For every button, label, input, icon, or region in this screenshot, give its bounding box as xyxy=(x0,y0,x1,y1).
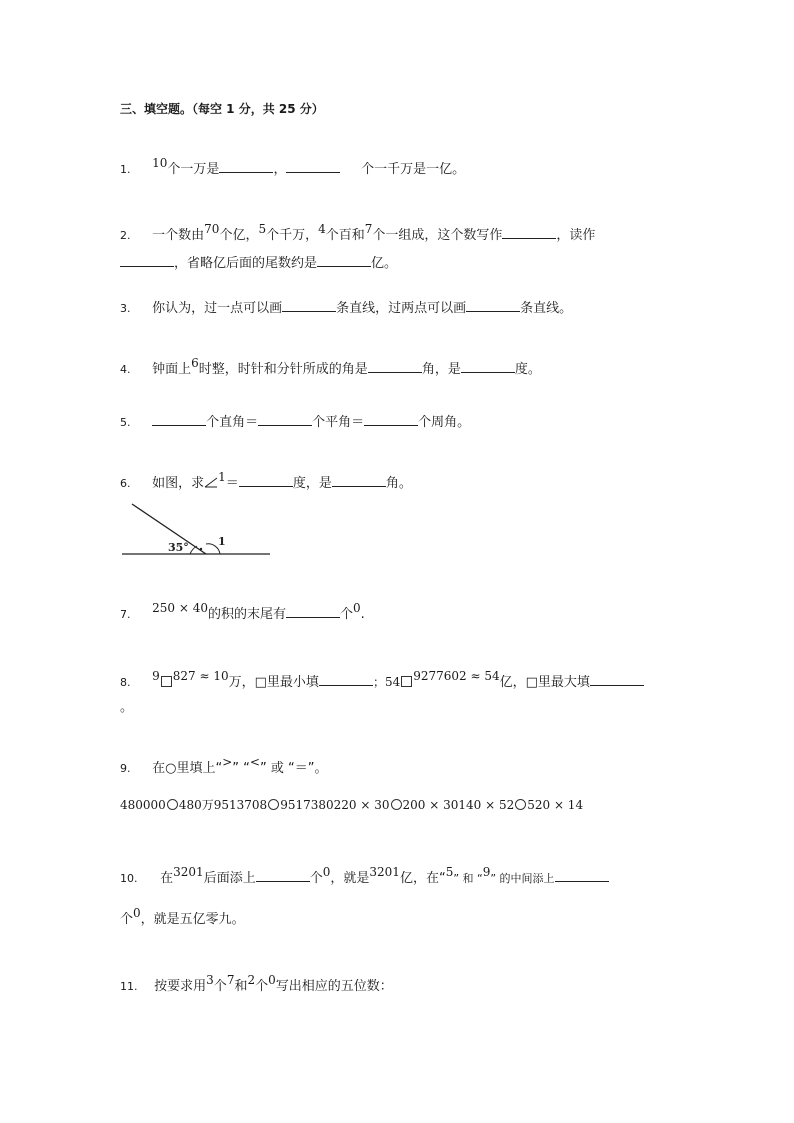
math-value: 4 xyxy=(318,222,326,236)
question-text: 写出相应的五位数： xyxy=(275,979,393,994)
question-text: ；54 xyxy=(372,675,401,689)
fill-box[interactable] xyxy=(401,676,412,687)
answer-blank[interactable] xyxy=(286,605,340,618)
answer-blank[interactable] xyxy=(319,673,373,686)
compare-circle[interactable] xyxy=(167,799,178,810)
question-10-cont xyxy=(120,906,245,929)
answer-blank[interactable] xyxy=(219,160,273,173)
math-value: 9 xyxy=(482,865,491,879)
answer-blank[interactable] xyxy=(364,413,418,426)
question-number: 6. xyxy=(120,477,131,490)
question-text: . xyxy=(360,607,365,622)
answer-blank[interactable] xyxy=(466,299,520,312)
question-text: 你认为，过一点可以画 xyxy=(152,301,283,316)
question-number: 2. xyxy=(120,229,131,242)
question-text: 角，是 xyxy=(421,362,461,377)
question-text: ， xyxy=(273,162,287,177)
question-text: ＝ xyxy=(225,476,239,491)
question-3 xyxy=(120,299,572,318)
question-text: 个一组成，这个数写作 xyxy=(372,228,503,243)
math-value: 70 xyxy=(204,222,220,236)
question-text: 个亿， xyxy=(219,228,259,243)
question-text: 和 xyxy=(234,979,248,994)
math-value: 6 xyxy=(191,356,199,370)
question-text: 如图，求 xyxy=(152,476,205,491)
answer-blank[interactable] xyxy=(282,299,336,312)
question-text: 按要求用 xyxy=(154,979,207,994)
compare-value: 480000 xyxy=(120,798,166,812)
figure-dot xyxy=(200,548,202,550)
question-text: 万，□里最小填 xyxy=(228,675,319,690)
question-text: 后面添上 xyxy=(203,871,256,886)
question-text: ” 的中间添上 xyxy=(490,872,555,885)
question-8-cont xyxy=(120,699,133,717)
question-text: 个直角＝ xyxy=(206,415,259,430)
question-text: 个平角＝ xyxy=(312,415,365,430)
answer-blank[interactable] xyxy=(555,869,609,882)
math-value: 7 xyxy=(364,222,373,236)
figure-arc-small xyxy=(190,546,197,554)
question-text: 个周角。 xyxy=(418,415,471,430)
question-number: 3. xyxy=(120,302,131,315)
question-text: 亿，□里最大填 xyxy=(499,675,590,690)
math-value: 1 xyxy=(218,470,226,484)
math-value: 0 xyxy=(322,865,331,879)
question-text: ，省略亿后面的尾数约是 xyxy=(174,256,318,271)
question-text: 一个数由 xyxy=(152,228,205,243)
question-text: 个 xyxy=(120,912,134,927)
math-value: 7 xyxy=(226,973,235,987)
question-text: ” 或 “＝”。 xyxy=(259,761,328,776)
question-text: 个 xyxy=(309,871,323,886)
question-text: 个一万是 xyxy=(167,162,220,177)
compare-value: 万 xyxy=(201,798,214,812)
compare-circle[interactable] xyxy=(268,799,279,810)
compare-value: 200 × 30 xyxy=(402,798,459,812)
question-number: 11. xyxy=(120,980,138,993)
angle-figure xyxy=(118,500,278,560)
question-text: ” 和 “ xyxy=(453,872,483,885)
question-number: 4. xyxy=(120,363,131,376)
angle-symbol-icon xyxy=(204,475,218,493)
answer-blank[interactable] xyxy=(590,673,644,686)
question-8 xyxy=(120,669,644,692)
question-number: 5. xyxy=(120,416,131,429)
math-symbol: < xyxy=(249,755,260,769)
question-text: 。 xyxy=(120,700,134,715)
answer-blank[interactable] xyxy=(120,254,174,267)
question-text: 个千万， xyxy=(266,228,319,243)
question-text: 个一千万是一亿。 xyxy=(361,162,466,177)
math-value: 9 xyxy=(152,669,160,683)
question-text: ，就是五亿零九。 xyxy=(140,912,245,927)
question-10 xyxy=(120,865,609,888)
answer-blank[interactable] xyxy=(332,474,386,487)
compare-value: 0220 × 30 xyxy=(326,798,390,812)
question-text: 亿，在“ xyxy=(399,871,446,886)
fill-box[interactable] xyxy=(161,676,172,687)
question-text: 钟面上 xyxy=(152,362,192,377)
figure-angle-label: 35° xyxy=(168,541,189,554)
answer-blank[interactable] xyxy=(461,360,515,373)
math-value: 3 xyxy=(206,973,214,987)
math-value: 2 xyxy=(247,973,256,987)
math-value: 3201 xyxy=(369,865,400,879)
question-text: 角。 xyxy=(385,476,412,491)
question-1 xyxy=(120,156,466,179)
question-text: 个百和 xyxy=(325,228,365,243)
math-value: 0 xyxy=(353,601,361,615)
math-value: 5 xyxy=(445,865,454,879)
question-text: ，读作 xyxy=(556,228,596,243)
math-value: 0 xyxy=(133,906,141,920)
question-9 xyxy=(120,755,328,778)
math-symbol: > xyxy=(222,755,233,769)
question-6 xyxy=(120,470,412,493)
question-text: 个 xyxy=(213,979,227,994)
answer-blank[interactable] xyxy=(502,226,556,239)
question-11 xyxy=(120,973,393,996)
math-expression: 250 × 40 xyxy=(152,601,208,615)
question-2 xyxy=(120,222,596,245)
compare-value: 140 × 52 xyxy=(458,798,515,812)
question-5 xyxy=(120,413,470,432)
question-9-compare-row xyxy=(120,796,583,814)
question-text: ” “ xyxy=(232,761,250,776)
question-text: 度。 xyxy=(514,362,541,377)
question-text: 亿。 xyxy=(371,256,398,271)
compare-value: 9513708 xyxy=(213,798,268,812)
question-text: 在○里填上“ xyxy=(152,761,223,776)
question-text: 条直线。 xyxy=(520,301,573,316)
compare-circle[interactable] xyxy=(391,799,402,810)
math-value: 10 xyxy=(152,156,168,170)
question-number: 7. xyxy=(120,608,131,621)
question-text: 的积的末尾有 xyxy=(208,607,287,622)
figure-mark-1: 1 xyxy=(218,535,226,548)
compare-circle[interactable] xyxy=(515,799,526,810)
answer-blank[interactable] xyxy=(317,254,371,267)
math-value: 3201 xyxy=(173,865,204,879)
compare-value: 520 × 14 xyxy=(527,798,584,812)
answer-blank[interactable] xyxy=(286,160,340,173)
section-title: 三、填空题。（每空 1 分，共 25 分） xyxy=(120,102,324,116)
question-text: 个 xyxy=(255,979,269,994)
question-4 xyxy=(120,356,541,379)
answer-blank[interactable] xyxy=(258,413,312,426)
math-expression: 9277602 ≈ 54 xyxy=(413,669,500,683)
question-number: 10. xyxy=(120,872,138,885)
question-number: 9. xyxy=(120,762,131,775)
question-2-cont xyxy=(120,254,397,273)
math-value: 5 xyxy=(258,222,267,236)
question-number: 8. xyxy=(120,676,131,689)
math-value: 0 xyxy=(268,973,276,987)
answer-blank[interactable] xyxy=(368,360,422,373)
compare-value: 480 xyxy=(178,798,202,812)
question-text: ，就是 xyxy=(330,871,370,886)
question-7 xyxy=(120,601,365,624)
question-text: 时整，时针和分针所成的角是 xyxy=(198,362,368,377)
question-text: 在 xyxy=(160,871,174,886)
answer-blank[interactable] xyxy=(239,474,293,487)
answer-blank[interactable] xyxy=(152,413,206,426)
question-number: 1. xyxy=(120,163,131,176)
math-expression: 827 ≈ 10 xyxy=(172,669,229,683)
question-text: 度，是 xyxy=(292,476,332,491)
answer-blank[interactable] xyxy=(256,869,310,882)
question-text: 条直线，过两点可以画 xyxy=(336,301,467,316)
compare-value: 951738 xyxy=(280,798,326,812)
question-text: 个 xyxy=(340,607,354,622)
